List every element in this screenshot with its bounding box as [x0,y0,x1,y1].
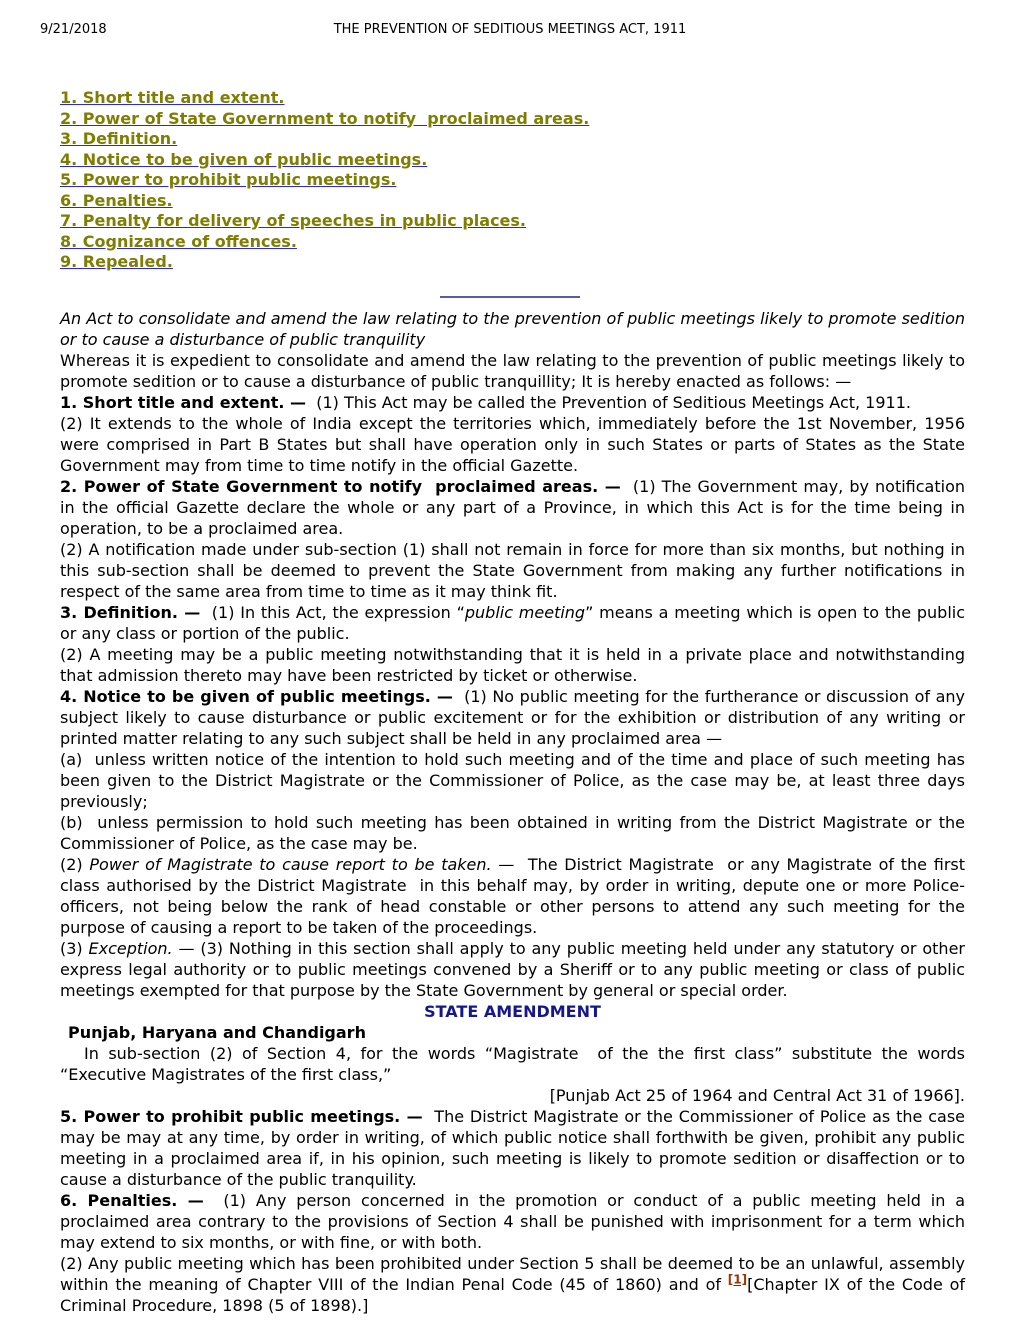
toc-link-label: 4. Notice to be given of public meetings. [60,149,428,169]
section-4-sub-3 [60,938,965,1001]
text-run: In sub-section (2) of Section 4, for the words “Magistrate of the the first class” substitute the words “Executive Magistrates of the first class,” [60,1044,965,1084]
bold-text-run: 1. Short title and extent. — [60,393,307,412]
text-run: (1) In this Act, the expression “ [200,603,465,622]
section-6 [60,1190,965,1253]
text-run: (2) Any public meeting which has been prohibited under Section 5 shall be deemed to be an unlawful, assembly within the meaning of Chapter VIII of the Indian Penal Code (45 of 1860) and of [60,1254,965,1294]
toc-link-1[interactable] [60,88,960,108]
toc-link-label: 8. Cognizance of offences. [60,231,297,251]
toc-link-label: 1. Short title and extent. [60,88,285,107]
bold-text-run: 3. Definition. — [60,603,201,622]
text-run: The District Magistrate or the Commissioner of Police as the case may be may at any time, by order in writing, of which public notice shall forthwith be given, prohibit any public meeting in a proclaimed area if, in his opinion, such meeting is likely to promote sedition or disaffection or to cause a disturbance of the public tranquility. [60,1107,965,1189]
text-run: (b) unless permission to hold such meeting has been obtained in writing from the District Magistrate or the Commissioner of Police, as the case may be. [60,813,965,853]
section-4 [60,686,965,749]
toc-link-label: 2. Power of State Government to notify proclaimed areas. [60,108,590,128]
page-header [0,0,1020,60]
section-1-sub-2 [60,413,965,476]
section-divider [440,296,580,298]
toc-link-2[interactable] [60,109,960,129]
toc-link-7[interactable] [60,211,960,231]
state-amendment-citation [60,1085,965,1106]
text-run: (1) Any person concerned in the promotion or conduct of a public meeting held in a proclaimed area contrary to the provisions of Section 4 shall be punished with imprisonment for a term which may extend to six months, or with fine, or with both. [60,1191,965,1252]
toc-link-3[interactable] [60,129,960,149]
text-run: (2) [60,855,90,874]
toc-link-9[interactable] [60,252,960,272]
text-run: — (3) Nothing in this section shall apply to any public meeting held under any statutory or other express legal authority or to public meetings convened by a Sheriff or to any public meeting or class of public meetings exempted for that purpose by the State Government by general or special order. [60,939,965,1000]
italic-text-run: Exception. [88,939,173,958]
bold-text-run: 6. Penalties. — [60,1191,204,1210]
toc-link-label: 6. Penalties. [60,190,173,210]
text-run: (2) A notification made under sub-section (1) shall not remain in force for more than six months, but nothing in this sub-section shall be deemed to prevent the State Government from making any further notifications in respect of the same area from time to time as it may think fit. [60,540,965,601]
italic-text-run: public meeting [464,603,586,622]
text-run: (1) This Act may be called the Prevention of Seditious Meetings Act, 1911. [306,393,911,412]
section-2-sub-2 [60,539,965,602]
text-run: (3) [60,939,89,958]
state-amendment-region [60,1022,965,1043]
section-1 [60,392,965,413]
section-5 [60,1106,965,1190]
toc-link-5[interactable] [60,170,960,190]
footnote-ref-link[interactable]: [1] [727,1272,748,1287]
section-4-sub-2 [60,854,965,938]
section-2 [60,476,965,539]
toc-link-label: 3. Definition. [60,129,178,148]
section-3 [60,602,965,644]
text-run: (a) unless written notice of the intention to hold such meeting and of the time and place of such meeting has been given to the District Magistrate or the Commissioner of Police, as the case may be, at least three days previously; [60,750,965,811]
toc-link-8[interactable] [60,232,960,252]
section-4-clause-a [60,749,965,812]
state-amendment-heading [60,1001,965,1022]
bold-text-run: Punjab, Haryana and Chandigarh [68,1023,366,1042]
toc-link-6[interactable] [60,191,960,211]
italic-text-run: An Act to consolidate and amend the law relating to the prevention of public meetings likely to promote sedition or to cause a disturbance of public tranquility [60,309,965,349]
bold-text-run: STATE AMENDMENT [424,1002,601,1021]
text-run: Whereas it is expedient to consolidate and amend the law relating to the prevention of public meetings likely to promote sedition or to cause a disturbance of public tranquillity; It is hereby enacted as follows: — [60,351,965,391]
text-run: (2) It extends to the whole of India except the territories which, immediately before the 1st November, 1956 were comprised in Part B States but shall have operation only in such States or parts of States as the State Government may from time to time notify in the official Gazette. [60,414,965,475]
text-run: The District Magistrate or any Magistrate of the first class authorised by the District Magistrate in this behalf may, by order in writing, depute one or more Police-officers, not being below the rank of head constable or other persons to attend any such meeting for the purpose of causing a report to be taken of the proceedings. [60,855,966,937]
text-run: ” means a meeting which is open to the public or any class or portion of the public. [60,603,966,643]
header-date: 9/21/2018 [40,22,107,37]
text-run: [Punjab Act 25 of 1964 and Central Act 31 of 1966]. [549,1086,965,1105]
table-of-contents [60,88,960,272]
text-run: (2) A meeting may be a public meeting notwithstanding that it is held in a private place and notwithstanding that admission thereto may have been restricted by ticket or otherwise. [60,645,965,685]
toc-link-label: 7. Penalty for delivery of speeches in public places. [60,211,526,230]
toc-link-label: 9. Repealed. [60,252,173,271]
section-3-sub-2 [60,644,965,686]
enacting-clause [60,350,965,392]
text-run: [Chapter IX of the Code of Criminal Procedure, 1898 (5 of 1898).] [60,1275,965,1315]
section-4-clause-b [60,812,965,854]
bold-text-run: 2. Power of State Government to notify proclaimed areas. — [60,477,621,496]
footnote-superscript [728,1273,747,1287]
preamble [60,308,965,350]
toc-link-4[interactable] [60,150,960,170]
italic-text-run: Power of Magistrate to cause report to be taken. — [89,855,515,874]
bold-text-run: 5. Power to prohibit public meetings. — [60,1107,423,1126]
text-run: (1) No public meeting for the furtherance or discussion of any subject likely to cause disturbance or public excitement or for the exhibition or distribution of any writing or printed matter relating to any such subject shall be held in any proclaimed area — [60,687,965,748]
page-title: THE PREVENTION OF SEDITIOUS MEETINGS ACT, 1911 [333,22,687,37]
state-amendment-text [60,1043,965,1085]
section-6-sub-2 [60,1253,965,1316]
act-body [60,308,965,1316]
text-run: (1) The Government may, by notification in the official Gazette declare the whole or any part of a Province, in which this Act is for the time being in operation, to be a proclaimed area. [60,477,966,538]
bold-text-run: 4. Notice to be given of public meetings. — [60,687,453,706]
toc-link-label: 5. Power to prohibit public meetings. [60,170,397,189]
